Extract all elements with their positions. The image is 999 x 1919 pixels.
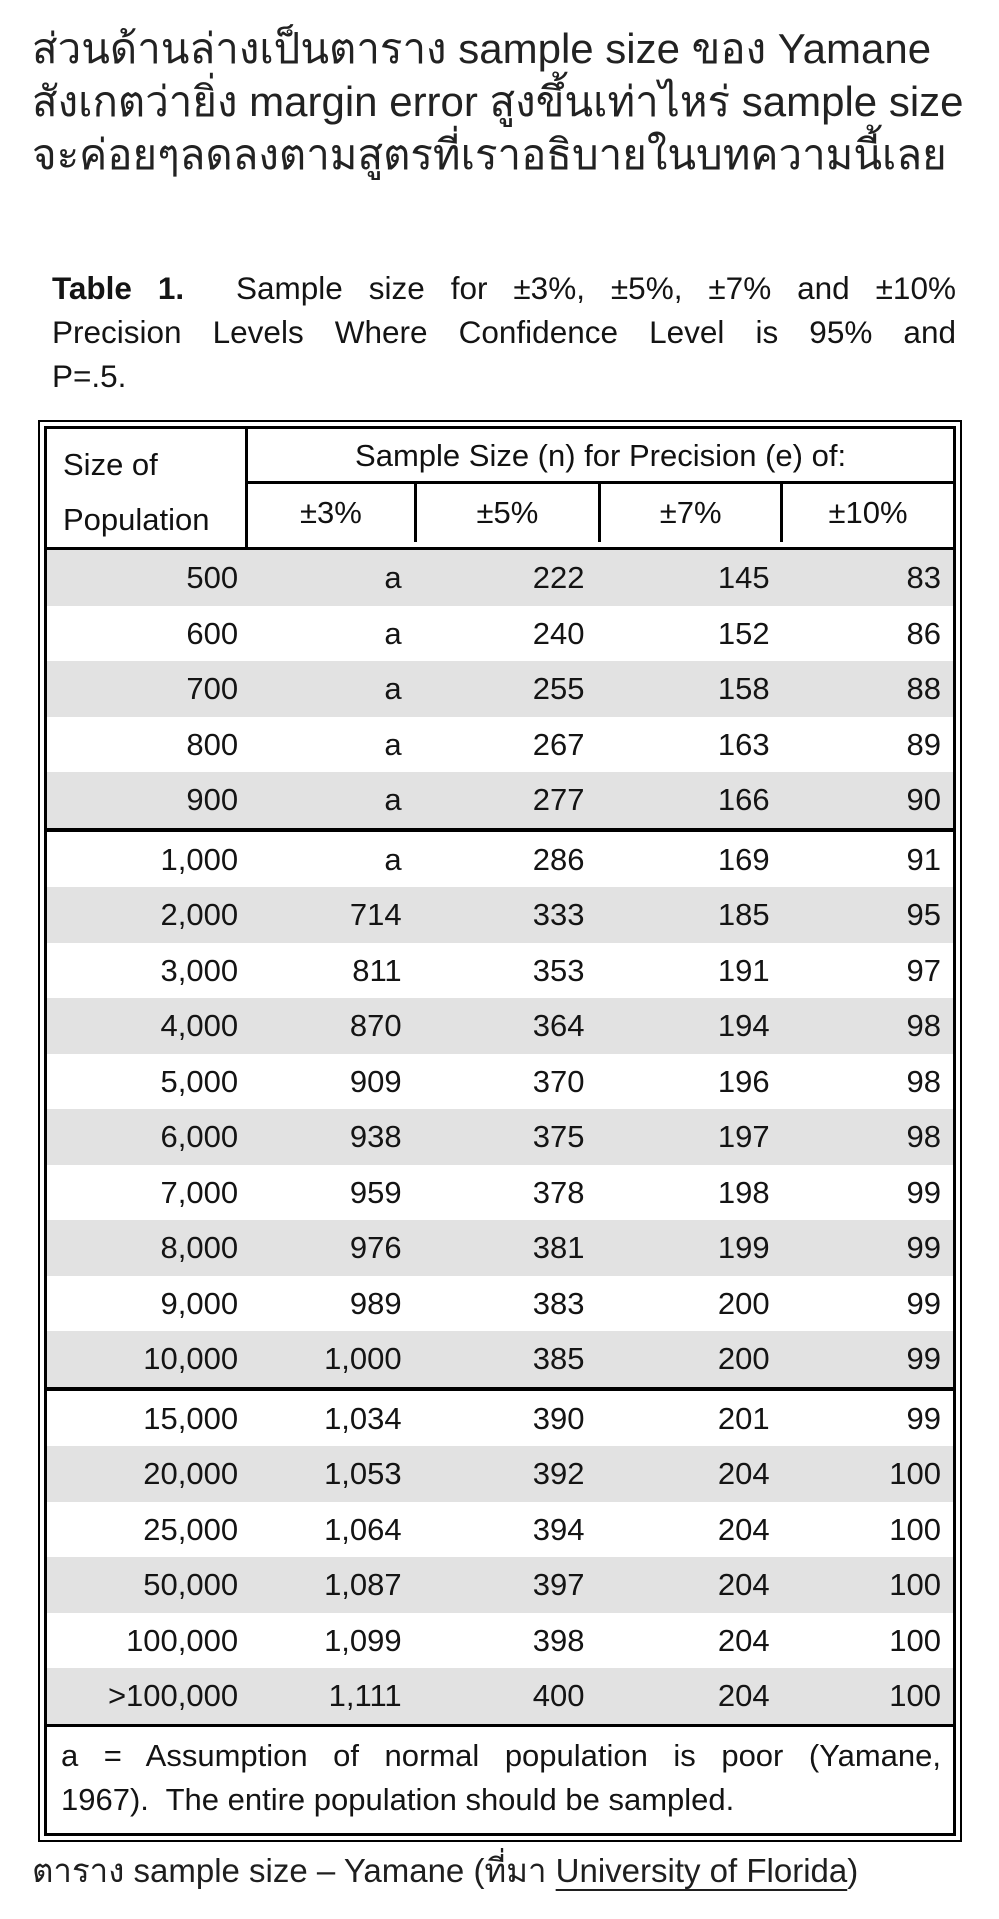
intro-line: สังเกตว่ายิ่ง margin error สูงขึ้นเท่าไหร่ sample size bbox=[32, 78, 964, 125]
cell-sample-size: 1,099 bbox=[324, 1622, 402, 1658]
header-cell-10pct: ±10% bbox=[828, 495, 908, 530]
caption-suffix: ) bbox=[847, 1852, 859, 1889]
cell-sample-size: 91 bbox=[906, 841, 941, 877]
table-row bbox=[47, 1668, 953, 1724]
cell-sample-size: 1,053 bbox=[324, 1456, 402, 1491]
cell-sample-size: 100 bbox=[889, 1567, 941, 1602]
cell-sample-size: 909 bbox=[349, 1063, 402, 1099]
table-section bbox=[47, 550, 953, 828]
table-figure bbox=[38, 420, 962, 1842]
table-row bbox=[47, 832, 953, 888]
cell-sample-size: 397 bbox=[532, 1567, 585, 1602]
table-row bbox=[47, 1331, 953, 1387]
table-row bbox=[47, 943, 953, 999]
cell-sample-size: 1,000 bbox=[324, 1341, 402, 1376]
cell-population: 7,000 bbox=[160, 1174, 239, 1210]
sample-size-table bbox=[44, 426, 956, 1836]
cell-population: >100,000 bbox=[107, 1678, 239, 1713]
footnote-line1: a = Assumption of normal population is poor (Yamane, bbox=[61, 1737, 941, 1773]
cell-sample-size: a bbox=[384, 782, 402, 817]
cell-sample-size: 394 bbox=[532, 1511, 585, 1547]
cell-sample-size: 1,111 bbox=[328, 1678, 402, 1713]
intro-line: ส่วนด้านล่างเป็นตาราง sample size ของ Yamane bbox=[32, 25, 932, 72]
cell-sample-size: 86 bbox=[906, 615, 941, 651]
cell-sample-size: 83 bbox=[906, 560, 941, 595]
cell-sample-size: 200 bbox=[717, 1341, 770, 1376]
cell-sample-size: 98 bbox=[906, 1063, 941, 1099]
table-row bbox=[47, 1220, 953, 1276]
cell-sample-size: 370 bbox=[532, 1063, 585, 1099]
table-row bbox=[47, 606, 953, 662]
header-cell-sample-size-span: Sample Size (n) for Precision (e) of: bbox=[248, 429, 953, 484]
cell-population: 20,000 bbox=[143, 1456, 239, 1491]
header-cell-3pct: ±3% bbox=[248, 484, 416, 542]
cell-population: 8,000 bbox=[160, 1230, 239, 1265]
table-footnote bbox=[47, 1724, 953, 1833]
cell-sample-size: 1,034 bbox=[324, 1400, 402, 1436]
cell-sample-size: 194 bbox=[717, 1008, 770, 1043]
cell-sample-size: 1,064 bbox=[324, 1511, 402, 1547]
cell-sample-size: 89 bbox=[906, 726, 941, 762]
cell-sample-size: 185 bbox=[717, 897, 770, 932]
cell-sample-size: 98 bbox=[906, 1119, 941, 1154]
cell-sample-size: 240 bbox=[532, 615, 585, 651]
cell-sample-size: 145 bbox=[717, 560, 770, 595]
cell-sample-size: 163 bbox=[717, 726, 770, 762]
header-cell-5pct: ±5% bbox=[417, 484, 602, 542]
table-row bbox=[47, 717, 953, 773]
cell-population: 100,000 bbox=[126, 1622, 239, 1658]
table-number-label: Table 1. bbox=[52, 270, 185, 306]
table-row bbox=[47, 1391, 953, 1447]
cell-sample-size: 198 bbox=[717, 1174, 770, 1210]
cell-sample-size: 99 bbox=[906, 1285, 941, 1321]
table-row bbox=[47, 661, 953, 717]
caption-source-link[interactable]: University of Florida bbox=[555, 1852, 848, 1889]
cell-sample-size: 714 bbox=[349, 897, 402, 932]
cell-sample-size: a bbox=[384, 671, 402, 706]
table-title-line2: Precision Levels Where Confidence Level is 95% and bbox=[52, 314, 956, 350]
table-section bbox=[47, 828, 953, 1387]
cell-population: 10,000 bbox=[143, 1341, 239, 1376]
cell-sample-size: 100 bbox=[889, 1511, 941, 1547]
table-row bbox=[47, 1109, 953, 1165]
header-subrow bbox=[248, 484, 953, 542]
cell-sample-size: 204 bbox=[717, 1567, 770, 1602]
header-population-line1: Size of bbox=[63, 447, 158, 482]
table-title-line3: P=.5. bbox=[52, 358, 127, 394]
cell-sample-size: a bbox=[384, 615, 402, 651]
cell-sample-size: 811 bbox=[352, 952, 402, 988]
cell-sample-size: 98 bbox=[906, 1008, 941, 1043]
table-row bbox=[47, 887, 953, 943]
cell-population: 50,000 bbox=[143, 1567, 239, 1602]
cell-sample-size: 100 bbox=[889, 1622, 941, 1658]
table-row bbox=[47, 1446, 953, 1502]
cell-population: 500 bbox=[186, 560, 239, 595]
intro-paragraph bbox=[32, 22, 977, 181]
cell-sample-size: 166 bbox=[717, 782, 770, 817]
cell-population: 3,000 bbox=[160, 952, 239, 988]
cell-sample-size: 201 bbox=[717, 1400, 770, 1436]
table-title bbox=[52, 266, 956, 398]
cell-sample-size: 95 bbox=[906, 897, 941, 932]
cell-sample-size: 390 bbox=[532, 1400, 585, 1436]
cell-sample-size: 375 bbox=[532, 1119, 585, 1154]
table-row bbox=[47, 1502, 953, 1558]
header-population-line2: Population bbox=[63, 502, 210, 537]
cell-sample-size: 364 bbox=[532, 1008, 585, 1043]
cell-sample-size: 222 bbox=[532, 560, 585, 595]
cell-population: 5,000 bbox=[160, 1063, 239, 1099]
cell-sample-size: 400 bbox=[532, 1678, 585, 1713]
table-row bbox=[47, 772, 953, 828]
table-title-line1 bbox=[52, 266, 956, 310]
footnote-line2: 1967). The entire population should be sampled. bbox=[61, 1781, 735, 1817]
header-precision-group bbox=[248, 429, 953, 542]
cell-population: 6,000 bbox=[160, 1119, 239, 1154]
cell-sample-size: 381 bbox=[532, 1230, 585, 1265]
cell-sample-size: 989 bbox=[349, 1285, 402, 1321]
cell-sample-size: 99 bbox=[906, 1230, 941, 1265]
cell-sample-size: 88 bbox=[906, 671, 941, 706]
figure-caption bbox=[32, 1846, 972, 1896]
cell-sample-size: 199 bbox=[717, 1230, 770, 1265]
cell-sample-size: 196 bbox=[717, 1063, 770, 1099]
cell-sample-size: 392 bbox=[532, 1456, 585, 1491]
table-body bbox=[47, 550, 953, 1724]
cell-sample-size: 100 bbox=[889, 1456, 941, 1491]
cell-population: 2,000 bbox=[160, 897, 239, 932]
cell-population: 25,000 bbox=[143, 1511, 239, 1547]
cell-sample-size: 1,087 bbox=[324, 1567, 402, 1602]
cell-sample-size: 152 bbox=[717, 615, 770, 651]
caption-prefix: ตาราง sample size – Yamane (ที่มา bbox=[32, 1852, 556, 1889]
cell-population: 600 bbox=[186, 615, 239, 651]
cell-sample-size: 204 bbox=[717, 1456, 770, 1491]
cell-sample-size: a bbox=[384, 726, 402, 762]
cell-sample-size: 277 bbox=[532, 782, 585, 817]
cell-population: 800 bbox=[186, 726, 239, 762]
header-cell-population bbox=[47, 429, 248, 547]
table-section bbox=[47, 1387, 953, 1724]
cell-sample-size: 169 bbox=[717, 841, 770, 877]
cell-sample-size: 255 bbox=[532, 671, 585, 706]
cell-sample-size: 204 bbox=[717, 1678, 770, 1713]
cell-sample-size: 267 bbox=[532, 726, 585, 762]
table-header bbox=[47, 429, 953, 550]
cell-sample-size: 378 bbox=[532, 1174, 585, 1210]
cell-sample-size: 383 bbox=[532, 1285, 585, 1321]
cell-sample-size: 976 bbox=[349, 1230, 402, 1265]
cell-sample-size: a bbox=[384, 560, 402, 595]
cell-sample-size: 197 bbox=[717, 1119, 770, 1154]
cell-sample-size: 191 bbox=[717, 952, 770, 988]
table-row bbox=[47, 1054, 953, 1110]
cell-population: 900 bbox=[186, 782, 239, 817]
cell-sample-size: 870 bbox=[349, 1008, 402, 1043]
cell-sample-size: 398 bbox=[532, 1622, 585, 1658]
table-row bbox=[47, 1276, 953, 1332]
cell-sample-size: 158 bbox=[717, 671, 770, 706]
table-row bbox=[47, 550, 953, 606]
cell-sample-size: 385 bbox=[532, 1341, 585, 1376]
cell-sample-size: 353 bbox=[532, 952, 585, 988]
cell-sample-size: 99 bbox=[906, 1174, 941, 1210]
cell-sample-size: 204 bbox=[717, 1622, 770, 1658]
cell-population: 700 bbox=[186, 671, 239, 706]
table-row bbox=[47, 1165, 953, 1221]
cell-population: 15,000 bbox=[143, 1400, 239, 1436]
table-row bbox=[47, 1557, 953, 1613]
table-row bbox=[47, 1613, 953, 1669]
cell-sample-size: a bbox=[384, 841, 402, 877]
cell-sample-size: 200 bbox=[717, 1285, 770, 1321]
cell-sample-size: 99 bbox=[906, 1341, 941, 1376]
table-row bbox=[47, 998, 953, 1054]
cell-sample-size: 204 bbox=[717, 1511, 770, 1547]
cell-population: 1,000 bbox=[160, 841, 239, 877]
cell-sample-size: 286 bbox=[532, 841, 585, 877]
cell-population: 4,000 bbox=[160, 1008, 239, 1043]
header-cell-7pct: ±7% bbox=[601, 484, 783, 542]
cell-sample-size: 959 bbox=[349, 1174, 402, 1210]
cell-sample-size: 938 bbox=[349, 1119, 402, 1154]
cell-sample-size: 99 bbox=[906, 1400, 941, 1436]
cell-population: 9,000 bbox=[160, 1285, 239, 1321]
cell-sample-size: 90 bbox=[906, 782, 941, 817]
table-title-rest: Sample size for ±3%, ±5%, ±7% and ±10% bbox=[184, 270, 956, 306]
cell-sample-size: 333 bbox=[532, 897, 585, 932]
cell-sample-size: 97 bbox=[906, 952, 941, 988]
cell-sample-size: 100 bbox=[889, 1678, 941, 1713]
intro-line: จะค่อยๆลดลงตามสูตรที่เราอธิบายในบทความนี้เลย bbox=[32, 131, 947, 178]
